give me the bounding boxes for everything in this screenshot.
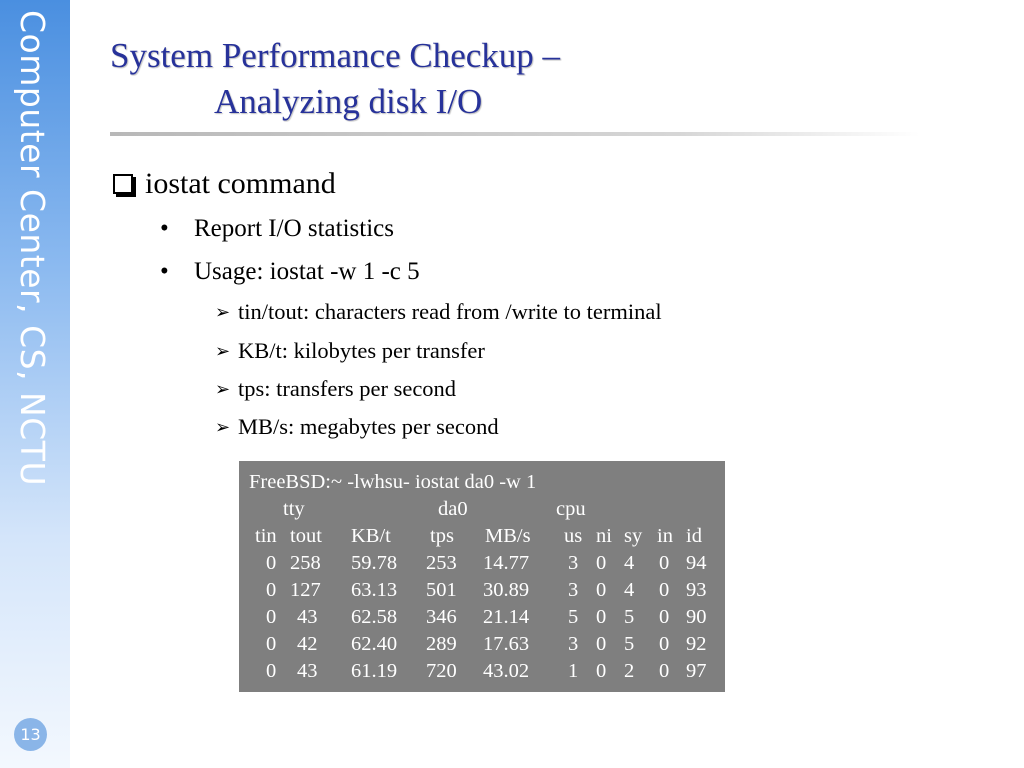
data-cell: 0 — [596, 660, 607, 682]
arrow-bullet-icon: ➢ — [215, 379, 231, 399]
data-cell: 127 — [290, 579, 321, 601]
data-cell: 63.13 — [351, 579, 398, 601]
data-cell: 30.89 — [483, 579, 530, 601]
data-cell: 43 — [297, 606, 318, 628]
data-cell: 90 — [686, 606, 707, 628]
data-cell: 0 — [659, 633, 670, 655]
data-cell: 43 — [297, 660, 318, 682]
data-cell: 14.77 — [483, 552, 530, 574]
data-cell: 0 — [266, 552, 277, 574]
arrow-bullet-icon: ➢ — [215, 302, 231, 322]
data-cell: 93 — [686, 579, 707, 601]
column-header: ni — [596, 525, 612, 547]
data-cell: 0 — [659, 660, 670, 682]
arrow-bullet-icon: ➢ — [215, 417, 231, 437]
data-cell: 253 — [426, 552, 457, 574]
data-cell: 59.78 — [351, 552, 398, 574]
sidebar-label: Computer Center, CS, NCTU — [13, 10, 52, 487]
group-label: cpu — [556, 498, 586, 520]
data-cell: 258 — [290, 552, 321, 574]
data-cell: 5 — [624, 606, 635, 628]
bullet-detail-text: KB/t: kilobytes per transfer — [238, 338, 485, 363]
data-cell: 1 — [568, 660, 579, 682]
bullet-main-text: iostat command — [145, 167, 336, 200]
title-line-2: Analyzing disk I/O — [214, 82, 483, 121]
data-cell: 4 — [624, 579, 635, 601]
column-header: in — [657, 525, 673, 547]
column-header: tps — [430, 525, 454, 547]
data-cell: 0 — [266, 660, 277, 682]
bullet-sub-text: Report I/O statistics — [194, 215, 394, 242]
data-cell: 97 — [686, 660, 707, 682]
data-cell: 0 — [659, 606, 670, 628]
dot-bullet-icon: • — [160, 258, 169, 285]
data-cell: 0 — [596, 552, 607, 574]
sidebar — [0, 0, 70, 768]
dot-bullet-icon: • — [160, 215, 169, 242]
data-cell: 3 — [568, 633, 579, 655]
column-header: us — [564, 525, 583, 547]
data-cell: 62.40 — [351, 633, 398, 655]
data-cell: 0 — [659, 579, 670, 601]
bullet-detail — [215, 413, 499, 441]
slide-title — [110, 33, 560, 125]
data-cell: 720 — [426, 660, 457, 682]
column-header: sy — [624, 525, 643, 547]
data-cell: 289 — [426, 633, 457, 655]
bullet-sub — [160, 257, 420, 287]
bullet-main — [113, 166, 336, 202]
bullet-sub-text: Usage: iostat -w 1 -c 5 — [194, 258, 420, 285]
data-cell: 0 — [596, 579, 607, 601]
data-cell: 43.02 — [483, 660, 530, 682]
data-cell: 92 — [686, 633, 707, 655]
bullet-detail — [215, 298, 662, 326]
data-cell: 4 — [624, 552, 635, 574]
data-cell: 21.14 — [483, 606, 530, 628]
data-cell: 3 — [568, 552, 579, 574]
data-cell: 0 — [266, 579, 277, 601]
data-cell: 2 — [624, 660, 635, 682]
page-number: 13 — [14, 718, 47, 751]
terminal-command: FreeBSD:~ -lwhsu- iostat da0 -w 1 — [249, 471, 537, 493]
data-cell: 94 — [686, 552, 707, 574]
bullet-detail-text: tps: transfers per second — [238, 376, 457, 401]
column-header: id — [686, 525, 702, 547]
bullet-detail — [215, 375, 456, 403]
group-label: tty — [283, 498, 305, 520]
data-cell: 0 — [596, 633, 607, 655]
title-divider — [110, 132, 920, 136]
data-cell: 0 — [266, 606, 277, 628]
data-cell: 42 — [297, 633, 318, 655]
data-cell: 17.63 — [483, 633, 530, 655]
checkbox-bullet-icon — [113, 174, 133, 194]
iostat-output-box — [239, 461, 725, 692]
data-cell: 5 — [568, 606, 579, 628]
bullet-detail-text: MB/s: megabytes per second — [238, 414, 499, 439]
data-cell: 3 — [568, 579, 579, 601]
bullet-detail-text: tin/tout: characters read from /write to terminal — [238, 299, 662, 324]
data-cell: 0 — [659, 552, 670, 574]
data-cell: 501 — [426, 579, 457, 601]
data-cell: 346 — [426, 606, 457, 628]
group-label: da0 — [438, 498, 468, 520]
data-cell: 0 — [596, 606, 607, 628]
column-header: tin — [255, 525, 277, 547]
data-cell: 61.19 — [351, 660, 398, 682]
data-cell: 5 — [624, 633, 635, 655]
column-header: KB/t — [351, 525, 391, 547]
data-cell: 0 — [266, 633, 277, 655]
bullet-detail — [215, 337, 485, 365]
column-header: MB/s — [485, 525, 531, 547]
bullet-sub — [160, 214, 394, 244]
title-line-1: System Performance Checkup – — [110, 36, 561, 75]
data-cell: 62.58 — [351, 606, 398, 628]
arrow-bullet-icon: ➢ — [215, 341, 231, 361]
column-header: tout — [290, 525, 322, 547]
